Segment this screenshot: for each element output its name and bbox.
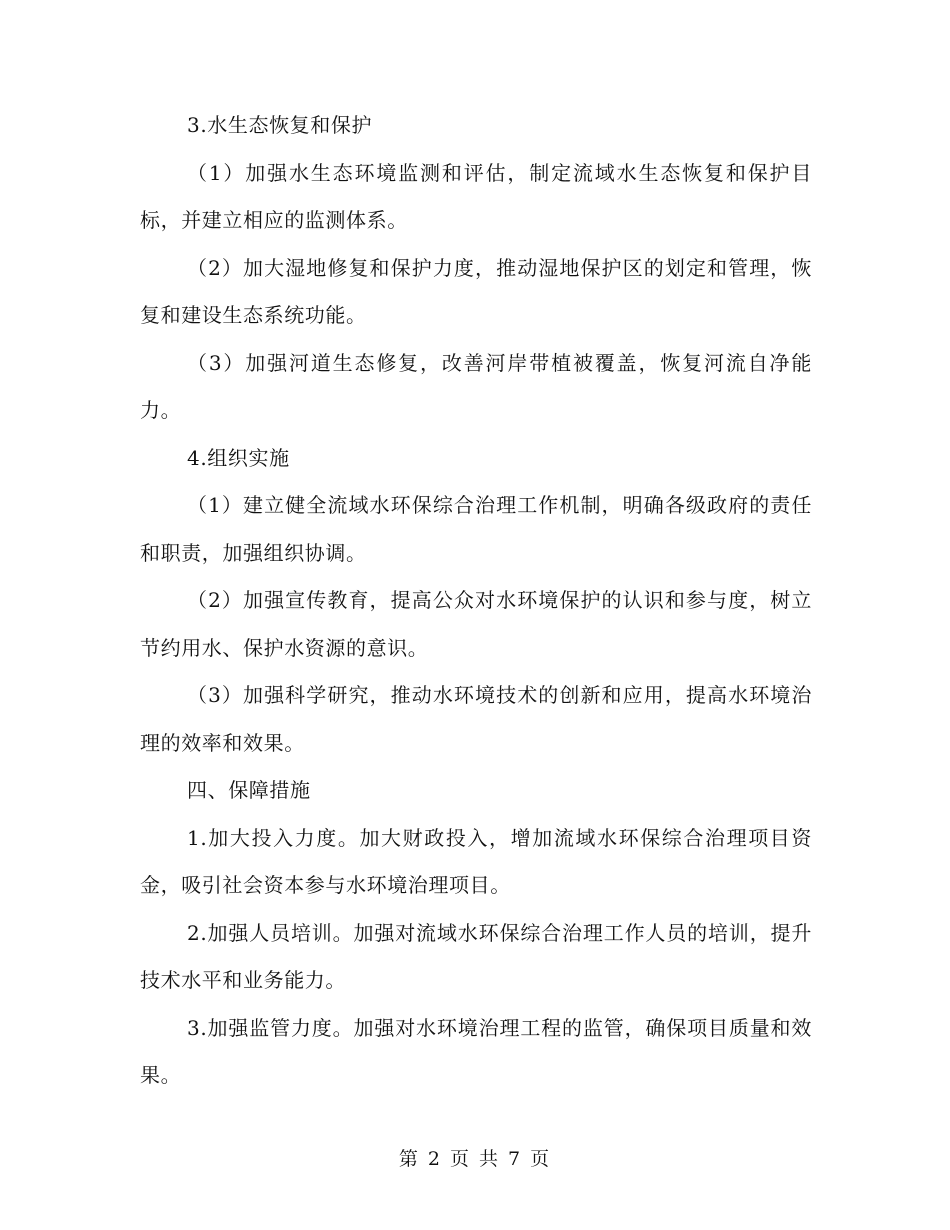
paragraph-item: （1）建立健全流域水环保综合治理工作机制，明确各级政府的责任和职责，加强组织协调。 bbox=[140, 493, 812, 565]
document-body bbox=[140, 102, 812, 1100]
paragraph-item: 1.加大投入力度。加大财政投入，增加流域水环保综合治理项目资金，吸引社会资本参与水环境治理项目。 bbox=[140, 825, 812, 897]
paragraph-item: （1）加强水生态环境监测和评估，制定流域水生态恢复和保护目标，并建立相应的监测体系。 bbox=[140, 160, 812, 232]
section-heading-safeguards: 四、保障措施 bbox=[187, 778, 311, 802]
paragraph-item: （2）加强宣传教育，提高公众对水环境保护的认识和参与度，树立节约用水、保护水资源的意识。 bbox=[140, 588, 812, 660]
page-footer: 第 2 页 共 7 页 bbox=[398, 1148, 552, 1170]
paragraph-item: 2.加强人员培训。加强对流域水环保综合治理工作人员的培训，提升技术水平和业务能力。 bbox=[140, 920, 812, 992]
paragraph-item: （2）加大湿地修复和保护力度，推动湿地保护区的划定和管理，恢复和建设生态系统功能。 bbox=[140, 255, 812, 327]
section-heading-organization: 4.组织实施 bbox=[187, 445, 290, 470]
section-heading-water-ecology: 3.水生态恢复和保护 bbox=[187, 113, 373, 137]
paragraph-item: （3）加强河道生态修复，改善河岸带植被覆盖，恢复河流自净能力。 bbox=[140, 350, 812, 422]
paragraph-item: （3）加强科学研究，推动水环境技术的创新和应用，提高水环境治理的效率和效果。 bbox=[140, 683, 812, 755]
paragraph-item: 3.加强监管力度。加强对水环境治理工程的监管，确保项目质量和效果。 bbox=[140, 1015, 812, 1087]
